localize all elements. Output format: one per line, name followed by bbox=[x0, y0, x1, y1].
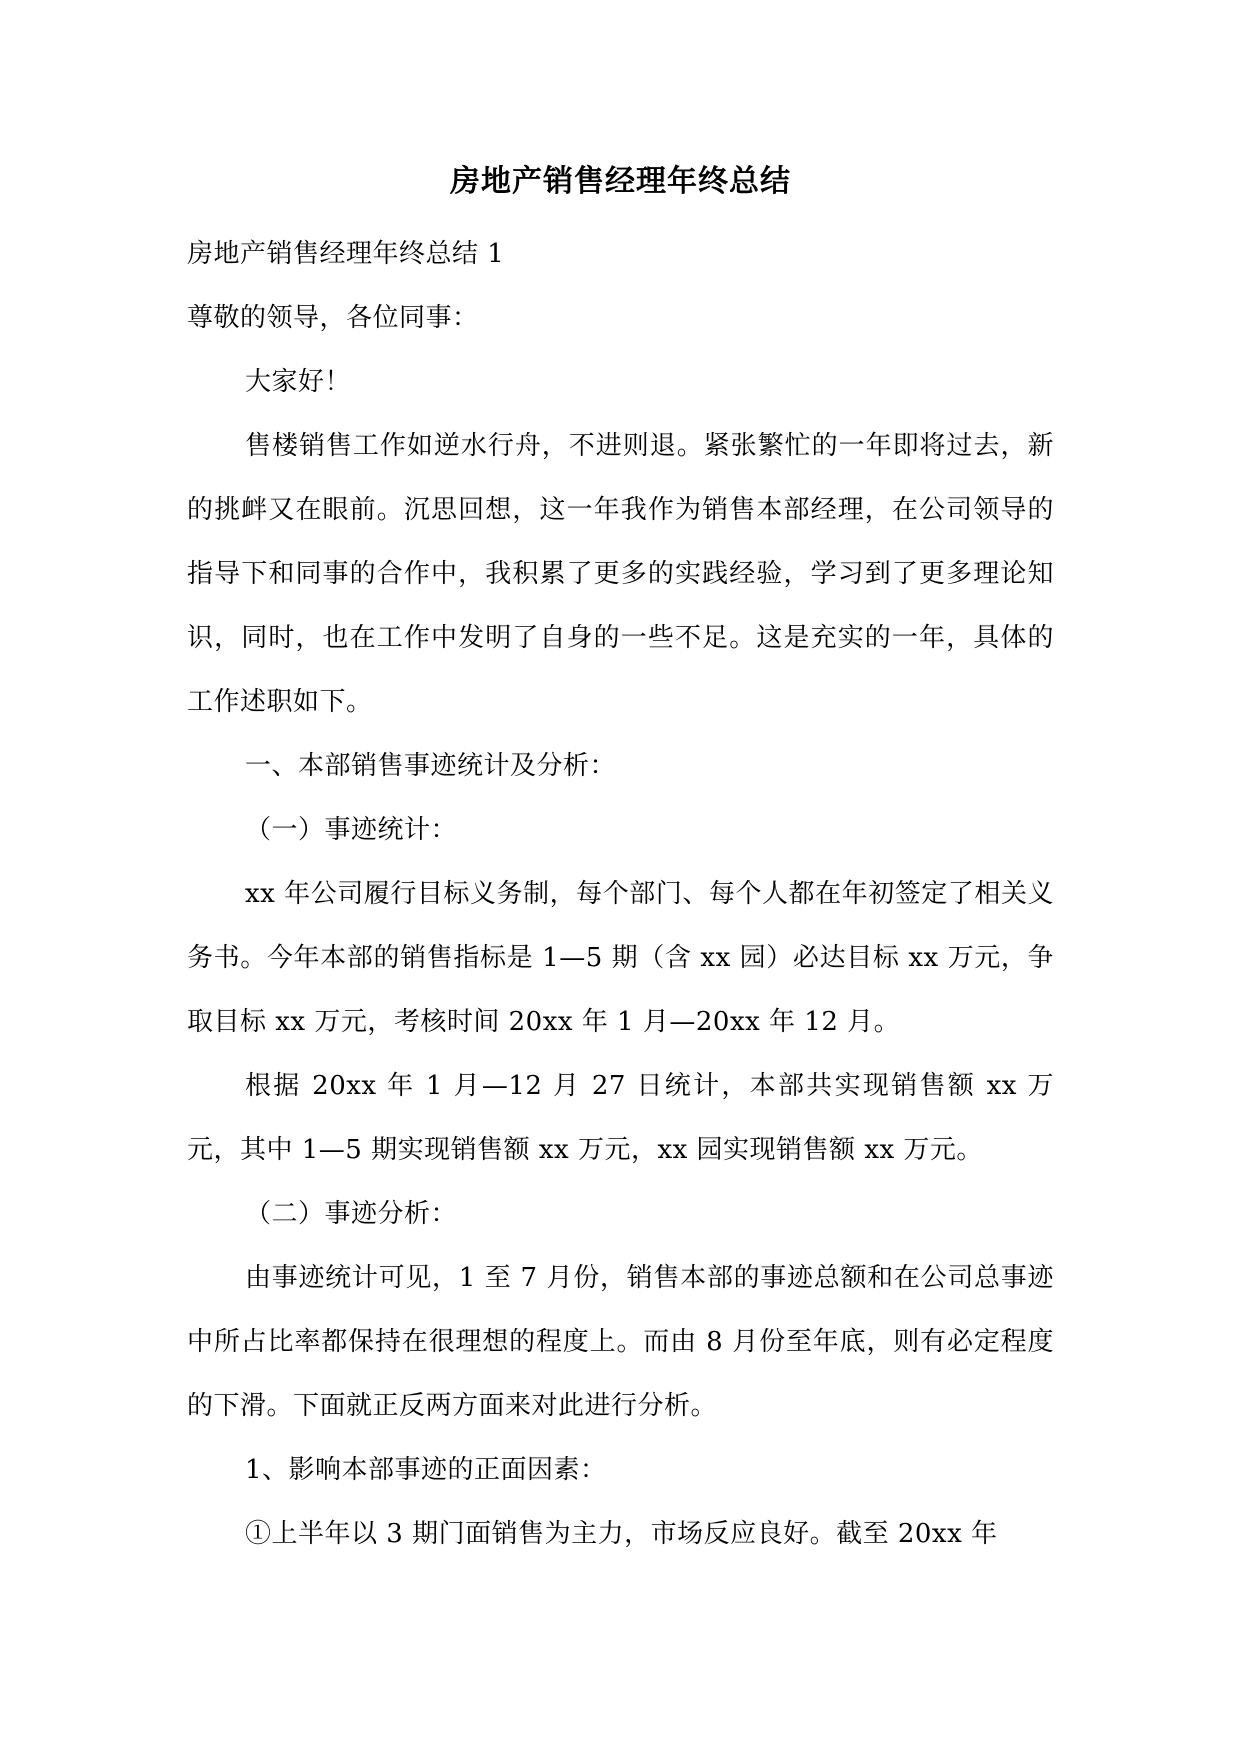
paragraph-analysis: 由事迹统计可见，1 至 7 月份，销售本部的事迹总额和在公司总事迹中所占比率都保持在很理想的程度上。而由 8 月份至年底，则有必定程度的下滑。下面就正反两方面来对此进行分析。 bbox=[187, 1263, 1054, 1421]
list-item-factor-1: ①上半年以 3 期门面销售为主力，市场反应良好。截至 20xx 年 bbox=[245, 1519, 998, 1549]
subheading-statistics: （一）事迹统计： bbox=[245, 815, 458, 845]
section-heading: 房地产销售经理年终总结 1 bbox=[187, 239, 505, 269]
heading-positive-factors: 1、影响本部事迹的正面因素： bbox=[245, 1455, 607, 1485]
greeting: 大家好！ bbox=[245, 367, 352, 397]
paragraph-targets: xx 年公司履行目标义务制，每个部门、每个人都在年初签定了相关义务书。今年本部的销售指标是 1—5 期（含 xx 园）必达目标 xx 万元，争取目标 xx 万元，考核时间 20xx 年 1 月—20xx 年 12 月。 bbox=[187, 879, 1054, 1037]
paragraph-results: 根据 20xx 年 1 月—12 月 27 日统计，本部共实现销售额 xx 万元，其中 1—5 期实现销售额 xx 万元，xx 园实现销售额 xx 万元。 bbox=[187, 1071, 1054, 1165]
subheading-analysis: （二）事迹分析： bbox=[245, 1199, 458, 1229]
document-title: 房地产销售经理年终总结 bbox=[450, 164, 791, 199]
heading-section-one: 一、本部销售事迹统计及分析： bbox=[245, 751, 617, 781]
document-body bbox=[187, 160, 1054, 1566]
salutation: 尊敬的领导，各位同事： bbox=[187, 303, 479, 333]
paragraph-intro: 售楼销售工作如逆水行舟，不进则退。紧张繁忙的一年即将过去，新的挑衅又在眼前。沉思回想，这一年我作为销售本部经理，在公司领导的指导下和同事的合作中，我积累了更多的实践经验，学习到了更多理论知识，同时，也在工作中发明了自身的一些不足。这是充实的一年，具体的工作述职如下。 bbox=[187, 431, 1054, 717]
